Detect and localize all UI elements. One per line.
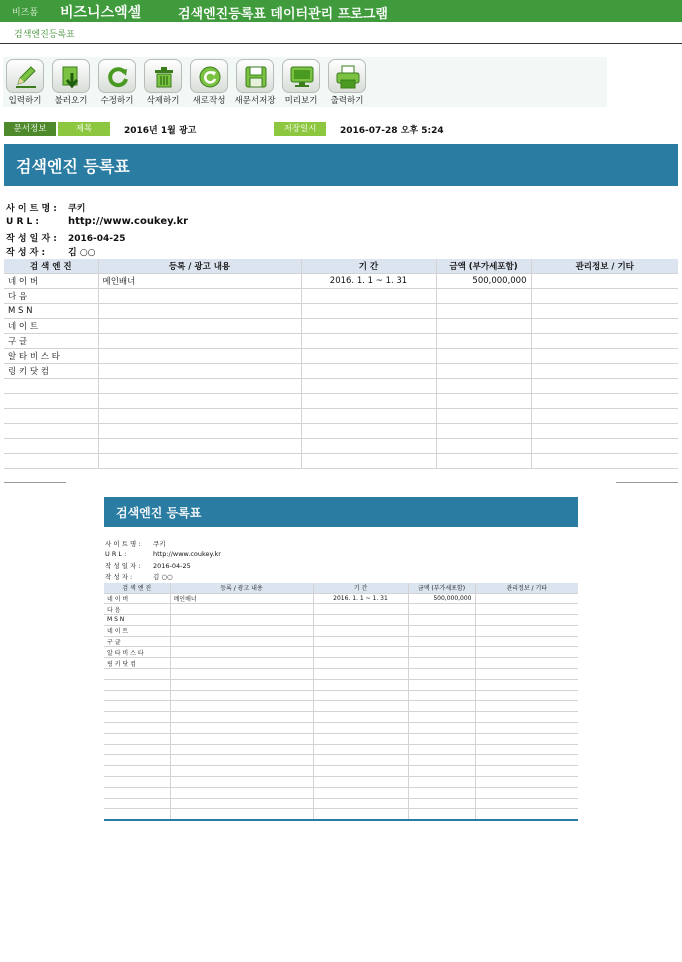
engine-cell (104, 733, 170, 744)
amount-cell (408, 766, 475, 777)
load-button[interactable] (49, 57, 93, 107)
notes-cell[interactable] (531, 423, 678, 438)
table-row (104, 787, 578, 798)
engine-cell (104, 690, 170, 701)
table-row (4, 303, 678, 318)
period-cell[interactable] (301, 453, 436, 468)
content-column-header: 등록 / 광고 내용 (170, 583, 313, 593)
content-cell (170, 636, 313, 647)
amount-cell (408, 755, 475, 766)
table-row (104, 625, 578, 636)
amount-cell (408, 669, 475, 680)
notes-cell (475, 593, 578, 604)
notes-cell (475, 690, 578, 701)
content-cell (170, 787, 313, 798)
period-cell (313, 809, 408, 820)
url-value[interactable]: http://www.coukey.kr (68, 216, 189, 227)
amount-cell (408, 690, 475, 701)
content-cell (170, 755, 313, 766)
edit-button[interactable] (95, 57, 139, 107)
table-row (104, 604, 578, 615)
period-cell (313, 744, 408, 755)
table-row (4, 408, 678, 423)
content-cell[interactable] (98, 393, 301, 408)
preview-engine-table (104, 583, 578, 821)
period-cell[interactable] (301, 423, 436, 438)
amount-cell (408, 723, 475, 734)
amount-cell (408, 658, 475, 669)
engine-cell[interactable]: 네 이 트 (4, 318, 98, 333)
content-cell[interactable] (98, 303, 301, 318)
content-cell (170, 690, 313, 701)
content-cell (170, 733, 313, 744)
period-cell (313, 625, 408, 636)
engine-cell (104, 723, 170, 734)
period-cell (313, 647, 408, 658)
url-row (6, 216, 188, 227)
notes-cell (475, 669, 578, 680)
preview-date-value: 2016-04-25 (153, 562, 191, 570)
delete-button-label: 삭제하기 (146, 96, 180, 106)
table-row (4, 393, 678, 408)
period-cell (313, 755, 408, 766)
monitor-icon (282, 59, 320, 93)
content-cell (170, 658, 313, 669)
notes-cell[interactable] (531, 363, 678, 378)
amount-cell (408, 604, 475, 615)
content-cell[interactable] (98, 288, 301, 303)
amount-cell[interactable] (436, 453, 531, 468)
app-header-bar (0, 0, 682, 22)
amount-cell (408, 647, 475, 658)
table-row (4, 438, 678, 453)
amount-cell: 500,000,000 (408, 593, 475, 604)
engine-column-header: 검 색 엔 진 (4, 259, 98, 273)
content-cell (170, 712, 313, 723)
table-row (4, 378, 678, 393)
notes-cell (475, 723, 578, 734)
table-row (104, 679, 578, 690)
amount-cell (408, 701, 475, 712)
engine-cell: 구 글 (104, 636, 170, 647)
amount-cell (408, 625, 475, 636)
amount-cell[interactable] (436, 393, 531, 408)
content-cell (170, 723, 313, 734)
notes-cell[interactable] (531, 303, 678, 318)
engine-cell: 네 이 버 (104, 593, 170, 604)
content-cell[interactable] (98, 438, 301, 453)
pencil-icon (6, 59, 44, 93)
engine-cell (104, 679, 170, 690)
period-cell[interactable] (301, 303, 436, 318)
engine-cell[interactable]: 구 글 (4, 333, 98, 348)
engine-cell: 알 타 비 스 타 (104, 647, 170, 658)
new-button[interactable] (187, 57, 231, 107)
printer-icon (328, 59, 366, 93)
content-cell[interactable] (98, 318, 301, 333)
notes-cell (475, 625, 578, 636)
content-cell (170, 744, 313, 755)
engine-cell[interactable] (4, 378, 98, 393)
table-row (104, 593, 578, 604)
content-cell (170, 647, 313, 658)
notes-cell (475, 755, 578, 766)
content-cell (170, 669, 313, 680)
amount-cell[interactable] (436, 363, 531, 378)
new-button-label: 새로작성 (192, 96, 226, 106)
amount-cell[interactable] (436, 423, 531, 438)
meta-key: U R L : (6, 217, 39, 227)
period-cell[interactable] (301, 363, 436, 378)
period-cell[interactable] (301, 393, 436, 408)
period-cell[interactable] (301, 408, 436, 423)
period-cell (313, 766, 408, 777)
notes-column-header: 관리정보 / 기타 (475, 583, 578, 593)
notes-cell (475, 712, 578, 723)
table-row (104, 669, 578, 680)
table-row (104, 733, 578, 744)
notes-cell (475, 604, 578, 615)
author-value[interactable]: 김 ○○ (68, 248, 96, 258)
site-name-row (6, 201, 85, 214)
engine-cell (104, 712, 170, 723)
notes-cell[interactable] (531, 333, 678, 348)
download-icon (52, 59, 90, 93)
content-cell (170, 604, 313, 615)
engine-cell: M S N (104, 615, 170, 626)
amount-cell[interactable] (436, 408, 531, 423)
content-cell (170, 679, 313, 690)
period-cell[interactable] (301, 348, 436, 363)
amount-cell (408, 636, 475, 647)
amount-cell (408, 733, 475, 744)
engine-cell (104, 744, 170, 755)
period-cell[interactable] (301, 288, 436, 303)
engine-cell (104, 755, 170, 766)
period-cell (313, 679, 408, 690)
content-cell[interactable] (98, 378, 301, 393)
period-column-header: 기 간 (313, 583, 408, 593)
preview-author-row (105, 572, 173, 581)
meta-key: 작 성 자 : (6, 248, 46, 258)
date-value[interactable]: 2016-04-25 (68, 234, 126, 244)
new-document-icon (190, 59, 228, 93)
amount-cell (408, 615, 475, 626)
table-row (4, 318, 678, 333)
engine-cell: 다 음 (104, 604, 170, 615)
notes-cell[interactable] (531, 393, 678, 408)
amount-column-header: 금액 (부가세포함) (436, 259, 531, 273)
table-row (104, 658, 578, 669)
trash-icon (144, 59, 182, 93)
notes-cell[interactable] (531, 348, 678, 363)
engine-cell[interactable]: M S N (4, 303, 98, 318)
content-cell[interactable] (98, 453, 301, 468)
table-row (104, 701, 578, 712)
print-button-label: 출력하기 (330, 96, 364, 106)
preview-site-name-value: 쿠키 (153, 540, 166, 548)
save-button-label: 새문서저장 (234, 96, 276, 106)
preview-title: 검색엔진 등록표 (116, 506, 202, 520)
engine-cell (104, 798, 170, 809)
engine-cell[interactable]: 네 이 버 (4, 273, 98, 288)
table-row (104, 755, 578, 766)
period-cell (313, 636, 408, 647)
notes-cell (475, 787, 578, 798)
engine-cell[interactable] (4, 393, 98, 408)
amount-cell (408, 777, 475, 788)
engine-cell (104, 787, 170, 798)
meta-key: 사 이 트 명 : (105, 540, 141, 548)
engine-column-header: 검 색 엔 진 (104, 583, 170, 593)
engine-cell (104, 766, 170, 777)
document-title: 검색엔진 등록표 (16, 157, 130, 176)
amount-cell[interactable]: 500,000,000 (436, 273, 531, 288)
notes-cell[interactable] (531, 438, 678, 453)
engine-table (4, 259, 678, 469)
amount-cell (408, 744, 475, 755)
content-cell[interactable] (98, 363, 301, 378)
engine-cell (104, 777, 170, 788)
amount-cell (408, 787, 475, 798)
period-cell (313, 723, 408, 734)
amount-cell[interactable] (436, 333, 531, 348)
notes-cell (475, 809, 578, 820)
preview-url-value: http://www.coukey.kr (153, 550, 221, 558)
notes-cell[interactable] (531, 288, 678, 303)
brand-small: 비즈폼 (12, 8, 39, 18)
content-cell[interactable] (98, 423, 301, 438)
saved-tag: 저장일시 (274, 122, 326, 136)
table-row (104, 744, 578, 755)
period-cell[interactable] (301, 438, 436, 453)
content-cell[interactable]: 메인배너 (98, 273, 301, 288)
table-row (4, 453, 678, 468)
breadcrumb-item[interactable]: 검색엔진등록표 (14, 30, 75, 40)
input-button-label: 입력하기 (8, 96, 42, 106)
notes-cell[interactable] (531, 453, 678, 468)
amount-cell[interactable] (436, 348, 531, 363)
table-row (4, 333, 678, 348)
period-cell (313, 712, 408, 723)
table-row (4, 423, 678, 438)
content-cell (170, 798, 313, 809)
amount-column-header: 금액 (부가세포함) (408, 583, 475, 593)
input-button[interactable] (3, 57, 47, 107)
table-row (104, 712, 578, 723)
engine-cell[interactable]: 알 타 비 스 타 (4, 348, 98, 363)
period-cell (313, 787, 408, 798)
doc-info-tag: 문서정보 (4, 122, 56, 136)
preview-date-row (105, 561, 191, 570)
engine-cell[interactable] (4, 438, 98, 453)
notes-cell (475, 615, 578, 626)
period-cell[interactable] (301, 318, 436, 333)
amount-cell[interactable] (436, 378, 531, 393)
doc-title-value[interactable]: 2016년 1월 광고 (124, 126, 197, 136)
preview-button[interactable] (279, 57, 323, 107)
save-icon (236, 59, 274, 93)
preview-url-row (105, 550, 221, 558)
content-cell (170, 809, 313, 820)
amount-cell[interactable] (436, 288, 531, 303)
amount-cell (408, 679, 475, 690)
content-cell (170, 615, 313, 626)
period-cell (313, 701, 408, 712)
divider (4, 482, 66, 483)
engine-cell: 네 이 트 (104, 625, 170, 636)
engine-cell: 링 키 닷 컴 (104, 658, 170, 669)
engine-cell (104, 669, 170, 680)
preview-author-value: 김 ○○ (153, 573, 173, 581)
notes-cell (475, 679, 578, 690)
amount-cell[interactable] (436, 318, 531, 333)
table-row (4, 273, 678, 288)
content-column-header: 등록 / 광고 내용 (98, 259, 301, 273)
table-row (4, 348, 678, 363)
print-button[interactable] (325, 57, 369, 107)
notes-cell (475, 798, 578, 809)
notes-cell[interactable] (531, 408, 678, 423)
table-row (104, 690, 578, 701)
document-banner (4, 144, 678, 186)
delete-button[interactable] (141, 57, 185, 107)
notes-cell (475, 701, 578, 712)
table-row (104, 798, 578, 809)
preview-banner (104, 497, 578, 527)
breadcrumb (0, 22, 682, 44)
table-row (104, 766, 578, 777)
meta-key: 작 성 자 : (105, 573, 133, 581)
refresh-icon (98, 59, 136, 93)
notes-cell (475, 744, 578, 755)
notes-cell (475, 766, 578, 777)
period-cell (313, 658, 408, 669)
period-cell (313, 798, 408, 809)
content-cell: 메인배너 (170, 593, 313, 604)
preview-button-label: 미리보기 (284, 96, 318, 106)
load-button-label: 불러오기 (54, 96, 88, 106)
notes-cell[interactable] (531, 378, 678, 393)
amount-cell (408, 798, 475, 809)
title-tag: 제목 (58, 122, 110, 136)
content-cell[interactable] (98, 408, 301, 423)
notes-cell (475, 733, 578, 744)
amount-cell[interactable] (436, 438, 531, 453)
meta-key: U R L : (105, 550, 127, 558)
meta-key: 작 성 일 자 : (6, 234, 57, 244)
period-cell (313, 669, 408, 680)
table-row (4, 363, 678, 378)
table-row (104, 723, 578, 734)
save-button[interactable] (233, 57, 277, 107)
amount-cell (408, 809, 475, 820)
notes-cell[interactable] (531, 273, 678, 288)
notes-cell (475, 658, 578, 669)
period-cell (313, 777, 408, 788)
engine-cell (104, 701, 170, 712)
notes-column-header: 관리정보 / 기타 (531, 259, 678, 273)
table-row (104, 647, 578, 658)
period-cell (313, 604, 408, 615)
table-row (104, 777, 578, 788)
edit-button-label: 수정하기 (100, 96, 134, 106)
site-name-value[interactable]: 쿠키 (68, 204, 86, 214)
content-cell (170, 777, 313, 788)
table-row (104, 636, 578, 647)
period-cell (313, 690, 408, 701)
brand-logo: 비즈니스엑셀 (60, 5, 142, 21)
amount-cell[interactable] (436, 303, 531, 318)
date-row (6, 231, 126, 244)
engine-cell (104, 809, 170, 820)
period-cell[interactable] (301, 378, 436, 393)
content-cell (170, 766, 313, 777)
toolbar (3, 57, 607, 107)
notes-cell[interactable] (531, 318, 678, 333)
divider (616, 482, 678, 483)
content-cell[interactable] (98, 333, 301, 348)
table-row (4, 288, 678, 303)
author-row (6, 245, 96, 258)
period-column-header: 기 간 (301, 259, 436, 273)
meta-key: 작 성 일 자 : (105, 562, 141, 570)
content-cell (170, 625, 313, 636)
table-row (104, 809, 578, 820)
content-cell[interactable] (98, 348, 301, 363)
amount-cell (408, 712, 475, 723)
period-cell[interactable]: 2016. 1. 1 ~ 1. 31 (301, 273, 436, 288)
saved-datetime-value[interactable]: 2016-07-28 오후 5:24 (340, 126, 444, 136)
meta-key: 사 이 트 명 : (6, 204, 57, 214)
engine-cell[interactable]: 다 음 (4, 288, 98, 303)
content-cell (170, 701, 313, 712)
engine-cell[interactable] (4, 423, 98, 438)
notes-cell (475, 647, 578, 658)
table-row (104, 615, 578, 626)
notes-cell (475, 777, 578, 788)
engine-cell[interactable]: 링 키 닷 컴 (4, 363, 98, 378)
engine-cell[interactable] (4, 408, 98, 423)
period-cell (313, 615, 408, 626)
notes-cell (475, 636, 578, 647)
engine-cell[interactable] (4, 453, 98, 468)
preview-site-name-row (105, 539, 166, 548)
period-cell: 2016. 1. 1 ~ 1. 31 (313, 593, 408, 604)
period-cell (313, 733, 408, 744)
period-cell[interactable] (301, 333, 436, 348)
app-title: 검색엔진등록표 데이터관리 프로그램 (178, 7, 388, 22)
